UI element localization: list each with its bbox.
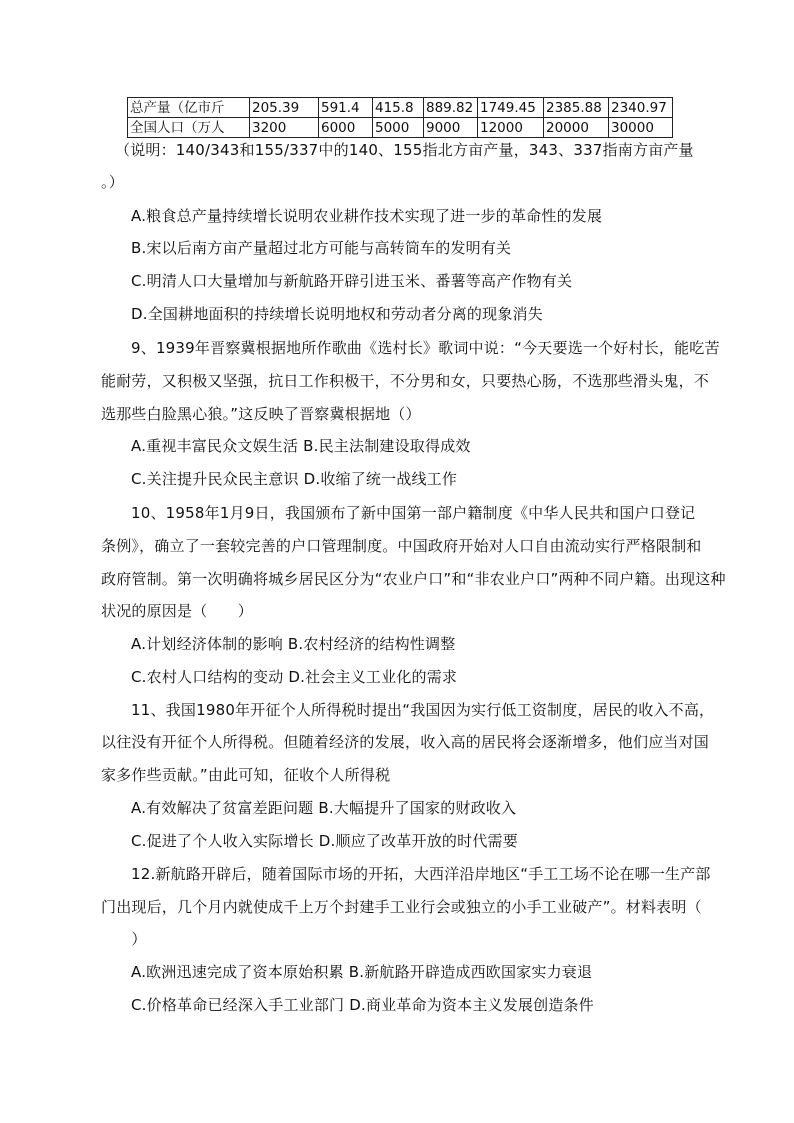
table-cell: 415.8 bbox=[373, 98, 424, 118]
table-row bbox=[128, 118, 673, 138]
table-cell: 6000 bbox=[319, 118, 373, 138]
table-note-line: 。） bbox=[101, 173, 124, 191]
q9-options-ab: A.重视丰富民众文娱生活 B.民主法制建设取得成效 bbox=[131, 437, 471, 455]
table-cell: 3200 bbox=[250, 118, 319, 138]
table-cell: 5000 bbox=[373, 118, 424, 138]
q11-options-ab: A.有效解决了贫富差距问题 B.大幅提升了国家的财政收入 bbox=[131, 799, 517, 817]
q10-stem-line: 10、1958年1月9日，我国颁布了新中国第一部户籍制度《中华人民共和国户口登记 bbox=[131, 504, 696, 522]
table-row-label: 总产量（亿市斤 bbox=[128, 98, 250, 118]
table-cell: 889.82 bbox=[424, 98, 478, 118]
table-cell: 9000 bbox=[424, 118, 478, 138]
q11-options-cd: C.促进了个人收入实际增长 D.顺应了改革开放的时代需要 bbox=[131, 832, 518, 850]
table-cell: 1749.45 bbox=[478, 98, 544, 118]
table-row-label: 全国人口（万人 bbox=[128, 118, 250, 138]
q9-options-cd: C.关注提升民众民主意识 D.收缩了统一战线工作 bbox=[131, 470, 458, 488]
q11-stem-line: 家多作些贡献。”由此可知，征收个人所得税 bbox=[101, 766, 391, 784]
q12-stem-line: 门出现后，几个月内就使成千上万个封建手工业行会或独立的小手工业破产”。材料表明（ bbox=[101, 898, 702, 916]
table-cell: 2340.97 bbox=[609, 98, 673, 118]
q9-stem-line: 9、1939年晋察冀根据地所作歌曲《选村长》歌词中说：“今天要选一个好村长，能吃苦 bbox=[131, 339, 720, 357]
grain-population-table bbox=[127, 97, 673, 138]
table-cell: 2385.88 bbox=[544, 98, 609, 118]
table-cell: 20000 bbox=[544, 118, 609, 138]
table-cell: 205.39 bbox=[250, 98, 319, 118]
table-cell: 591.4 bbox=[319, 98, 373, 118]
q10-stem-line: 状况的原因是（ ） bbox=[101, 602, 254, 620]
q8-option-d: D.全国耕地面积的持续增长说明地权和劳动者分离的现象消失 bbox=[131, 305, 543, 323]
table-row bbox=[128, 98, 673, 118]
table-cell: 12000 bbox=[478, 118, 544, 138]
table-cell: 30000 bbox=[609, 118, 673, 138]
q12-stem-line: ） bbox=[101, 930, 147, 948]
q11-stem-line: 11、我国1980年开征个人所得税时提出“我国因为实行低工资制度，居民的收入不高， bbox=[131, 701, 715, 719]
q8-option-b: B.宋以后南方亩产量超过北方可能与高转筒车的发明有关 bbox=[131, 239, 512, 257]
q9-stem-line: 能耐劳，又积极又坚强，抗日工作积极干，不分男和女，只要热心肠，不选那些滑头鬼，不 bbox=[101, 372, 710, 390]
q10-stem-line: 政府管制。第一次明确将城乡居民区分为“农业户口”和“非农业户口”两种不同户籍。出现这种 bbox=[101, 570, 726, 588]
q12-options-cd: C.价格革命已经深入手工业部门 D.商业革命为资本主义发展创造条件 bbox=[131, 996, 594, 1014]
q8-option-a: A.粮食总产量持续增长说明农业耕作技术实现了进一步的革命性的发展 bbox=[131, 207, 603, 225]
q12-stem-line: 12.新航路开辟后，随着国际市场的开拓，大西洋沿岸地区“手工工场不论在哪一生产部 bbox=[131, 865, 711, 883]
q10-stem-line: 条例》，确立了一套较完善的户口管理制度。中国政府开始对人口自由流动实行严格限制和 bbox=[101, 537, 702, 555]
table-note-line: （说明：140/343和155/337中的140、155指北方亩产量，343、337指南方亩产量 bbox=[115, 141, 694, 159]
q9-stem-line: 选那些白脸黑心狼。”这反映了晋察冀根据地（） bbox=[101, 405, 421, 423]
q8-option-c: C.明清人口大量增加与新航路开辟引进玉米、番薯等高产作物有关 bbox=[131, 272, 573, 290]
q10-options-ab: A.计划经济体制的影响 B.农村经济的结构性调整 bbox=[131, 635, 456, 653]
q12-options-ab: A.欧洲迅速完成了资本原始积累 B.新航路开辟造成西欧国家实力衰退 bbox=[131, 963, 593, 981]
q11-stem-line: 以往没有开征个人所得税。但随着经济的发展，收入高的居民将会逐渐增多，他们应当对国 bbox=[101, 733, 710, 751]
q10-options-cd: C.农村人口结构的变动 D.社会主义工业化的需求 bbox=[131, 668, 458, 686]
